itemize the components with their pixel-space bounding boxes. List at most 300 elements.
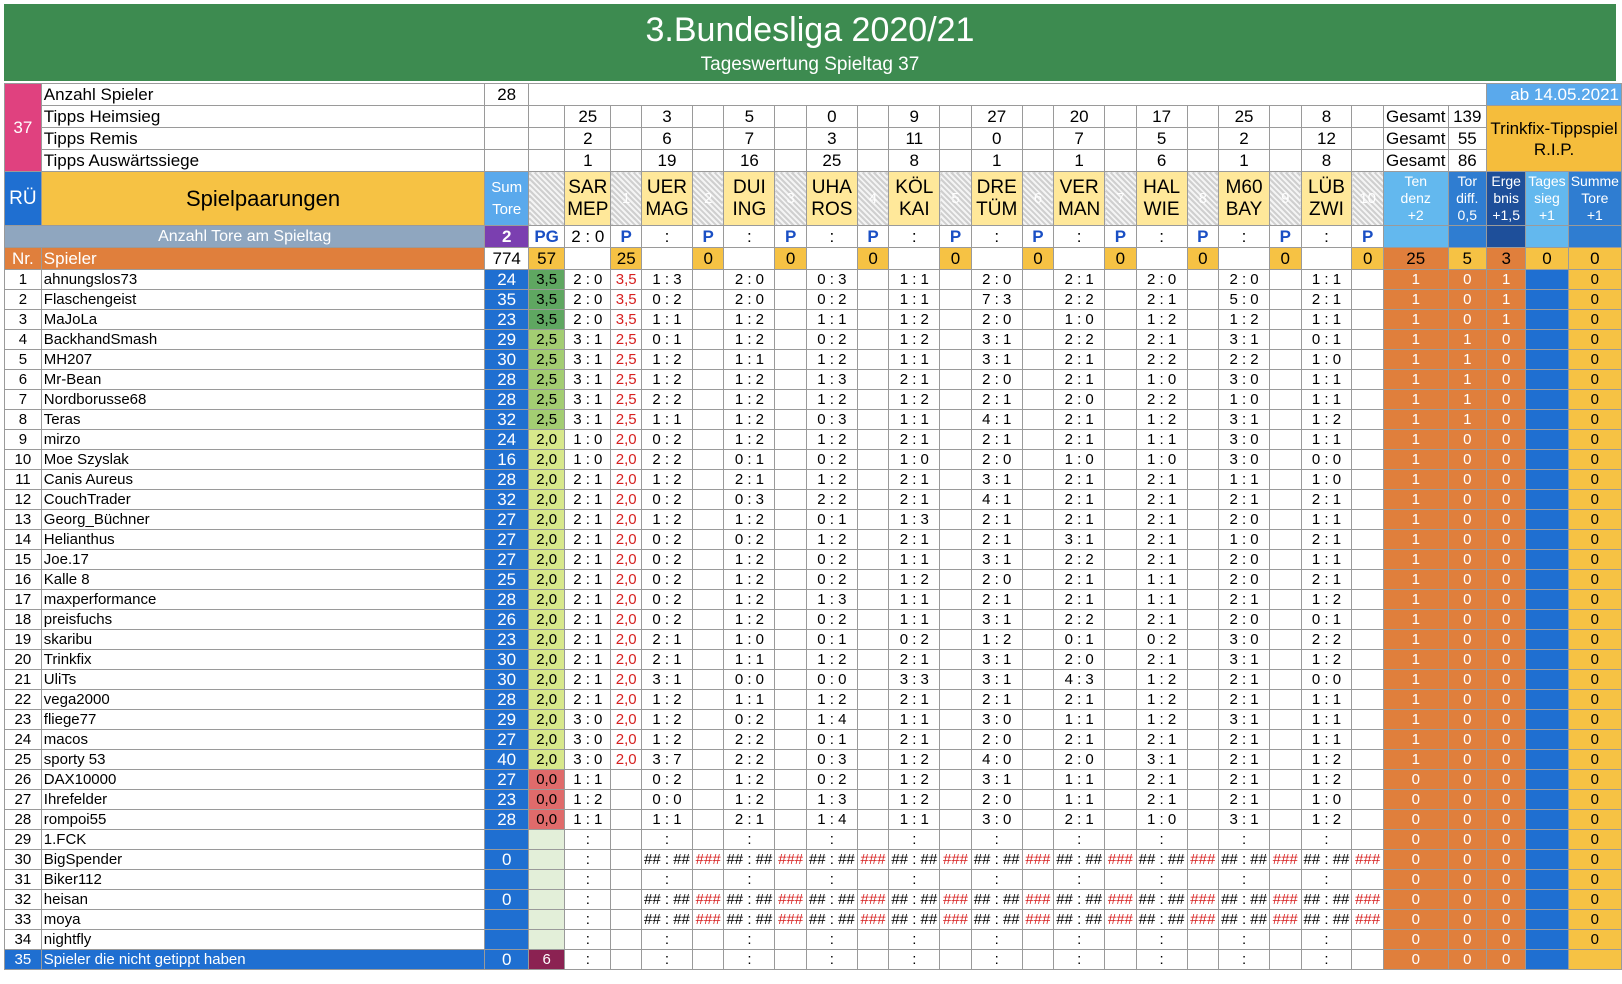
player-tip: ## : ## — [724, 850, 775, 870]
player-ergebnis: 0 — [1487, 910, 1526, 930]
player-points — [857, 770, 889, 790]
tip-count: 25 — [806, 150, 857, 172]
player-ergebnis: 0 — [1487, 450, 1526, 470]
player-tip: 3 : 0 — [1219, 630, 1270, 650]
match-result: : — [642, 226, 693, 248]
player-points: ### — [1022, 850, 1054, 870]
player-tip: 3 : 1 — [971, 770, 1022, 790]
player-tip: 1 : 3 — [642, 270, 693, 290]
player-summe: 0 — [1568, 470, 1621, 490]
player-tip: ## : ## — [1301, 910, 1352, 930]
match-pairing — [565, 172, 611, 226]
tip-count: 11 — [889, 128, 940, 150]
match-p: P — [940, 226, 972, 248]
player-nr: 31 — [5, 870, 42, 890]
player-pg: 2,5 — [529, 370, 565, 390]
player-points — [692, 270, 724, 290]
team-home: KÖL — [895, 176, 934, 198]
player-tip: 1 : 2 — [806, 350, 857, 370]
table-row — [5, 750, 1622, 770]
player-tip: 2 : 1 — [1054, 690, 1105, 710]
blank — [1054, 248, 1105, 270]
player-tordiff: 0 — [1448, 930, 1487, 950]
player-nr: 14 — [5, 530, 42, 550]
player-tip: 2 : 1 — [1136, 530, 1187, 550]
player-points: ### — [775, 910, 807, 930]
player-nr: 6 — [5, 370, 42, 390]
player-points — [775, 310, 807, 330]
player-tip: 2 : 0 — [971, 790, 1022, 810]
player-points — [940, 550, 972, 570]
player-points: 2,0 — [611, 490, 642, 510]
player-tip: 1 : 2 — [889, 330, 940, 350]
player-nr: 13 — [5, 510, 42, 530]
player-points — [1269, 490, 1301, 510]
player-points — [940, 790, 972, 810]
player-summe: 0 — [1568, 270, 1621, 290]
player-ergebnis: 0 — [1487, 350, 1526, 370]
player-tagessieg — [1526, 850, 1568, 870]
pattern — [529, 172, 565, 226]
player-points — [692, 350, 724, 370]
player-tendenz: 1 — [1383, 390, 1448, 410]
player-ergebnis: 0 — [1487, 610, 1526, 630]
player-tordiff: 0 — [1448, 690, 1487, 710]
player-points — [857, 410, 889, 430]
player-tip: : — [724, 870, 775, 890]
player-points — [692, 370, 724, 390]
player-points — [1022, 750, 1054, 770]
player-points — [692, 290, 724, 310]
tips-label: Tipps Heimsieg — [41, 106, 485, 128]
player-tip: 2 : 1 — [889, 430, 940, 450]
blank-gap — [1187, 150, 1219, 172]
player-summe: 0 — [1568, 550, 1621, 570]
match-pairing — [1219, 172, 1270, 226]
table-row — [5, 470, 1622, 490]
player-tip: 3 : 0 — [971, 710, 1022, 730]
player-tip: 0 : 2 — [642, 590, 693, 610]
ergebnis-header — [1487, 172, 1526, 226]
player-points — [1352, 410, 1384, 430]
player-tip: ## : ## — [889, 850, 940, 870]
team-home: LÜB — [1307, 176, 1345, 198]
h: diff. — [1456, 190, 1479, 206]
player-summe: 0 — [1568, 770, 1621, 790]
blank-gap — [692, 150, 724, 172]
player-tip: 0 : 2 — [1136, 630, 1187, 650]
player-tip: 3 : 3 — [889, 670, 940, 690]
player-points — [1352, 770, 1384, 790]
player-tip: : — [1219, 830, 1270, 850]
match-p: P — [1269, 226, 1301, 248]
player-points — [1269, 390, 1301, 410]
table-row — [5, 530, 1622, 550]
player-pg: 2,0 — [529, 450, 565, 470]
player-tip: 1 : 4 — [806, 810, 857, 830]
player-tip: 1 : 2 — [1301, 750, 1352, 770]
player-tendenz: 1 — [1383, 290, 1448, 310]
player-points — [1105, 630, 1137, 650]
player-points — [1352, 330, 1384, 350]
match-number: 5 — [940, 172, 972, 226]
player-sum-tore: 16 — [485, 450, 529, 470]
player-points — [1105, 790, 1137, 810]
player-tip: ## : ## — [1219, 890, 1270, 910]
player-points — [1105, 550, 1137, 570]
player-summe: 0 — [1568, 730, 1621, 750]
player-points — [857, 490, 889, 510]
player-tordiff: 0 — [1448, 910, 1487, 930]
player-ergebnis: 0 — [1487, 430, 1526, 450]
player-tordiff: 0 — [1448, 270, 1487, 290]
h: Erge — [1491, 173, 1521, 189]
player-name: CouchTrader — [41, 490, 485, 510]
player-tip: 2 : 1 — [724, 470, 775, 490]
player-points — [1022, 550, 1054, 570]
gesamt-value: 139 — [1448, 106, 1487, 128]
player-tip: 0 : 1 — [1301, 610, 1352, 630]
player-points: ### — [940, 910, 972, 930]
player-sum-tore: 28 — [485, 590, 529, 610]
player-points: ### — [775, 890, 807, 910]
player-points: 2,0 — [611, 630, 642, 650]
blank-gap — [1022, 128, 1054, 150]
player-tordiff: 1 — [1448, 390, 1487, 410]
player-points — [1022, 830, 1054, 850]
player-name: Spieler die nicht getippt haben — [41, 950, 485, 970]
player-tagessieg — [1526, 290, 1568, 310]
tip-count: 19 — [642, 150, 693, 172]
player-tip: 2 : 1 — [889, 650, 940, 670]
tagessieg-header — [1526, 172, 1568, 226]
player-tendenz: 0 — [1383, 850, 1448, 870]
table-row — [5, 870, 1622, 890]
player-tip: 1 : 2 — [1301, 770, 1352, 790]
player-points — [1187, 370, 1219, 390]
player-tip: 3 : 0 — [1219, 450, 1270, 470]
gesamt-value: 86 — [1448, 150, 1487, 172]
h: sieg — [1534, 190, 1560, 206]
player-tagessieg — [1526, 730, 1568, 750]
player-points: 2,0 — [611, 730, 642, 750]
player-tip: 1 : 1 — [1136, 590, 1187, 610]
player-points — [940, 650, 972, 670]
player-ergebnis: 0 — [1487, 510, 1526, 530]
player-points: 2,5 — [611, 410, 642, 430]
player-tip: 0 : 1 — [806, 630, 857, 650]
player-tip: 3 : 1 — [1219, 810, 1270, 830]
match-pairing — [889, 172, 940, 226]
blank-score — [1448, 226, 1487, 248]
match-total: 0 — [1352, 248, 1384, 270]
player-points — [1105, 570, 1137, 590]
player-tagessieg — [1526, 270, 1568, 290]
player-tendenz: 1 — [1383, 630, 1448, 650]
player-ergebnis: 0 — [1487, 870, 1526, 890]
player-points: 2,0 — [611, 650, 642, 670]
player-tip: 0 : 1 — [642, 330, 693, 350]
player-tip: 1 : 1 — [724, 350, 775, 370]
player-nr: 12 — [5, 490, 42, 510]
player-nr: 17 — [5, 590, 42, 610]
player-points — [857, 310, 889, 330]
player-tagessieg — [1526, 350, 1568, 370]
player-tip: 1 : 2 — [806, 650, 857, 670]
player-points — [1187, 770, 1219, 790]
player-tip: 1 : 2 — [642, 730, 693, 750]
player-sum-tore: 32 — [485, 410, 529, 430]
player-tip: 1 : 2 — [724, 410, 775, 430]
player-tagessieg — [1526, 710, 1568, 730]
player-summe: 0 — [1568, 430, 1621, 450]
player-tip: 0 : 3 — [806, 270, 857, 290]
player-tip: : — [724, 930, 775, 950]
match-result: 2 : 0 — [565, 226, 611, 248]
player-tagessieg — [1526, 870, 1568, 890]
player-tip: : — [565, 830, 611, 850]
player-points — [1022, 790, 1054, 810]
blank — [1301, 248, 1352, 270]
player-points — [1105, 430, 1137, 450]
player-tordiff: 0 — [1448, 830, 1487, 850]
player-tagessieg — [1526, 890, 1568, 910]
player-tip: : — [565, 910, 611, 930]
player-tagessieg — [1526, 750, 1568, 770]
player-points — [1022, 670, 1054, 690]
player-points — [1269, 270, 1301, 290]
player-points — [1187, 290, 1219, 310]
sum-tore-total: 774 — [485, 248, 529, 270]
player-points: ### — [692, 890, 724, 910]
player-tip: 3 : 0 — [565, 730, 611, 750]
tip-count: 20 — [1054, 106, 1105, 128]
player-tagessieg — [1526, 330, 1568, 350]
player-tip: 1 : 3 — [806, 370, 857, 390]
player-points — [1269, 610, 1301, 630]
player-tip: : — [1301, 950, 1352, 970]
player-tip: 1 : 1 — [724, 650, 775, 670]
match-pairing — [724, 172, 775, 226]
match-total: 0 — [1022, 248, 1054, 270]
player-points — [611, 830, 642, 850]
player-points — [1022, 810, 1054, 830]
player-tip: 1 : 1 — [1301, 390, 1352, 410]
player-tip: 1 : 1 — [889, 550, 940, 570]
player-pg: 2,0 — [529, 610, 565, 630]
player-points — [775, 630, 807, 650]
player-tip: 1 : 1 — [1136, 430, 1187, 450]
player-tip: : — [971, 950, 1022, 970]
player-points — [775, 390, 807, 410]
player-points: ### — [1022, 910, 1054, 930]
player-tip: ## : ## — [642, 850, 693, 870]
player-points — [692, 650, 724, 670]
player-sum-tore: 23 — [485, 790, 529, 810]
tip-count: 7 — [1054, 128, 1105, 150]
player-tip: 0 : 2 — [642, 490, 693, 510]
player-tendenz: 1 — [1383, 590, 1448, 610]
player-tip: 2 : 1 — [889, 530, 940, 550]
player-points — [1022, 350, 1054, 370]
player-points — [940, 450, 972, 470]
player-points — [1022, 510, 1054, 530]
player-tip: 0 : 2 — [806, 290, 857, 310]
player-points — [692, 410, 724, 430]
player-points — [1187, 670, 1219, 690]
player-points — [1187, 530, 1219, 550]
player-points — [1022, 950, 1054, 970]
player-points — [1187, 410, 1219, 430]
player-tip: 2 : 0 — [565, 310, 611, 330]
goals-row-label: Anzahl Tore am Spieltag — [5, 226, 485, 248]
player-tagessieg — [1526, 950, 1568, 970]
player-points — [1187, 450, 1219, 470]
player-tip: 1 : 0 — [1219, 530, 1270, 550]
player-summe: 0 — [1568, 710, 1621, 730]
match-pairing — [1054, 172, 1105, 226]
player-tip: 1 : 1 — [1301, 730, 1352, 750]
player-tip: 1 : 2 — [724, 590, 775, 610]
table-row — [5, 610, 1622, 630]
player-name: rompoi55 — [41, 810, 485, 830]
player-points — [940, 490, 972, 510]
player-tip: 1 : 1 — [642, 410, 693, 430]
player-pg: 2,5 — [529, 410, 565, 430]
player-tip: 0 : 2 — [806, 570, 857, 590]
player-points: ### — [692, 910, 724, 930]
table-row — [5, 290, 1622, 310]
player-pg: 2,0 — [529, 550, 565, 570]
table-row — [5, 730, 1622, 750]
player-tip: 1 : 2 — [1301, 650, 1352, 670]
player-tip: 1 : 2 — [1136, 690, 1187, 710]
player-pg: 2,0 — [529, 470, 565, 490]
player-tip: : — [1219, 950, 1270, 970]
player-tip: 2 : 0 — [1054, 390, 1105, 410]
player-sum-tore: 29 — [485, 330, 529, 350]
table-row — [5, 810, 1622, 830]
player-tip: 3 : 1 — [642, 670, 693, 690]
match-total: 0 — [857, 248, 889, 270]
player-points — [775, 490, 807, 510]
blank-gap — [1352, 150, 1384, 172]
blank-gap — [1352, 106, 1384, 128]
player-nr: 29 — [5, 830, 42, 850]
player-sum-tore: 0 — [485, 850, 529, 870]
player-tip: 3 : 1 — [1219, 650, 1270, 670]
player-tagessieg — [1526, 790, 1568, 810]
tordiff-total: 5 — [1448, 248, 1487, 270]
match-p: P — [611, 226, 642, 248]
player-tip: 0 : 1 — [1301, 330, 1352, 350]
match-number: 6 — [1022, 172, 1054, 226]
blank — [971, 248, 1022, 270]
player-points — [1269, 510, 1301, 530]
player-summe: 0 — [1568, 590, 1621, 610]
match-p: P — [692, 226, 724, 248]
player-points — [1105, 410, 1137, 430]
tendenz-header — [1383, 172, 1448, 226]
match-p: P — [1022, 226, 1054, 248]
player-sum-tore: 28 — [485, 690, 529, 710]
match-number: 10 — [1352, 172, 1384, 226]
player-tagessieg — [1526, 370, 1568, 390]
player-summe: 0 — [1568, 290, 1621, 310]
player-name: macos — [41, 730, 485, 750]
player-tordiff: 0 — [1448, 430, 1487, 450]
player-points — [775, 690, 807, 710]
match-pairing — [806, 172, 857, 226]
gesamt-label: Gesamt — [1383, 150, 1448, 172]
player-points — [1022, 770, 1054, 790]
player-tip: 3 : 1 — [1136, 750, 1187, 770]
player-tip: 1 : 1 — [1301, 430, 1352, 450]
player-points — [1105, 730, 1137, 750]
player-pg: 2,0 — [529, 430, 565, 450]
match-number: 1 — [611, 172, 642, 226]
tip-count: 25 — [565, 106, 611, 128]
player-nr: 19 — [5, 630, 42, 650]
team-home: VER — [1059, 176, 1099, 198]
player-tip: 2 : 1 — [1054, 410, 1105, 430]
player-tip: 0 : 1 — [1054, 630, 1105, 650]
player-tendenz: 1 — [1383, 470, 1448, 490]
player-tip: 3 : 1 — [1054, 530, 1105, 550]
player-points — [611, 910, 642, 930]
player-tip: 2 : 2 — [724, 730, 775, 750]
player-points — [1187, 470, 1219, 490]
blank — [485, 106, 529, 128]
player-tip: 2 : 1 — [1054, 590, 1105, 610]
player-tip: ## : ## — [889, 910, 940, 930]
player-pg — [529, 910, 565, 930]
player-points — [1187, 730, 1219, 750]
player-points — [1352, 350, 1384, 370]
match-result: : — [1219, 226, 1270, 248]
player-name: maxperformance — [41, 590, 485, 610]
player-points — [1105, 350, 1137, 370]
player-tip: ## : ## — [1054, 890, 1105, 910]
player-points — [692, 830, 724, 850]
player-tip: 1 : 1 — [565, 770, 611, 790]
page-subtitle: Tageswertung Spieltag 37 — [700, 54, 920, 75]
player-tip: 1 : 2 — [724, 330, 775, 350]
player-summe: 0 — [1568, 490, 1621, 510]
player-points: ### — [1105, 890, 1137, 910]
player-points — [1022, 870, 1054, 890]
spacer — [529, 84, 1487, 106]
player-points: 2,0 — [611, 610, 642, 630]
player-tip: 0 : 2 — [724, 530, 775, 550]
player-points — [1105, 830, 1137, 850]
player-ergebnis: 0 — [1487, 770, 1526, 790]
player-tip: 0 : 0 — [724, 670, 775, 690]
player-points: ### — [1105, 850, 1137, 870]
player-name: Moe Szyslak — [41, 450, 485, 470]
player-points — [1105, 530, 1137, 550]
player-tip: 1 : 2 — [1136, 410, 1187, 430]
team-away: ROS — [811, 198, 853, 220]
player-points — [940, 630, 972, 650]
player-tip: 2 : 1 — [565, 510, 611, 530]
player-tip: 2 : 2 — [1219, 350, 1270, 370]
blank-gap — [1352, 128, 1384, 150]
player-ergebnis: 0 — [1487, 750, 1526, 770]
player-tip: 2 : 1 — [1136, 330, 1187, 350]
player-points — [857, 570, 889, 590]
player-tagessieg — [1526, 670, 1568, 690]
